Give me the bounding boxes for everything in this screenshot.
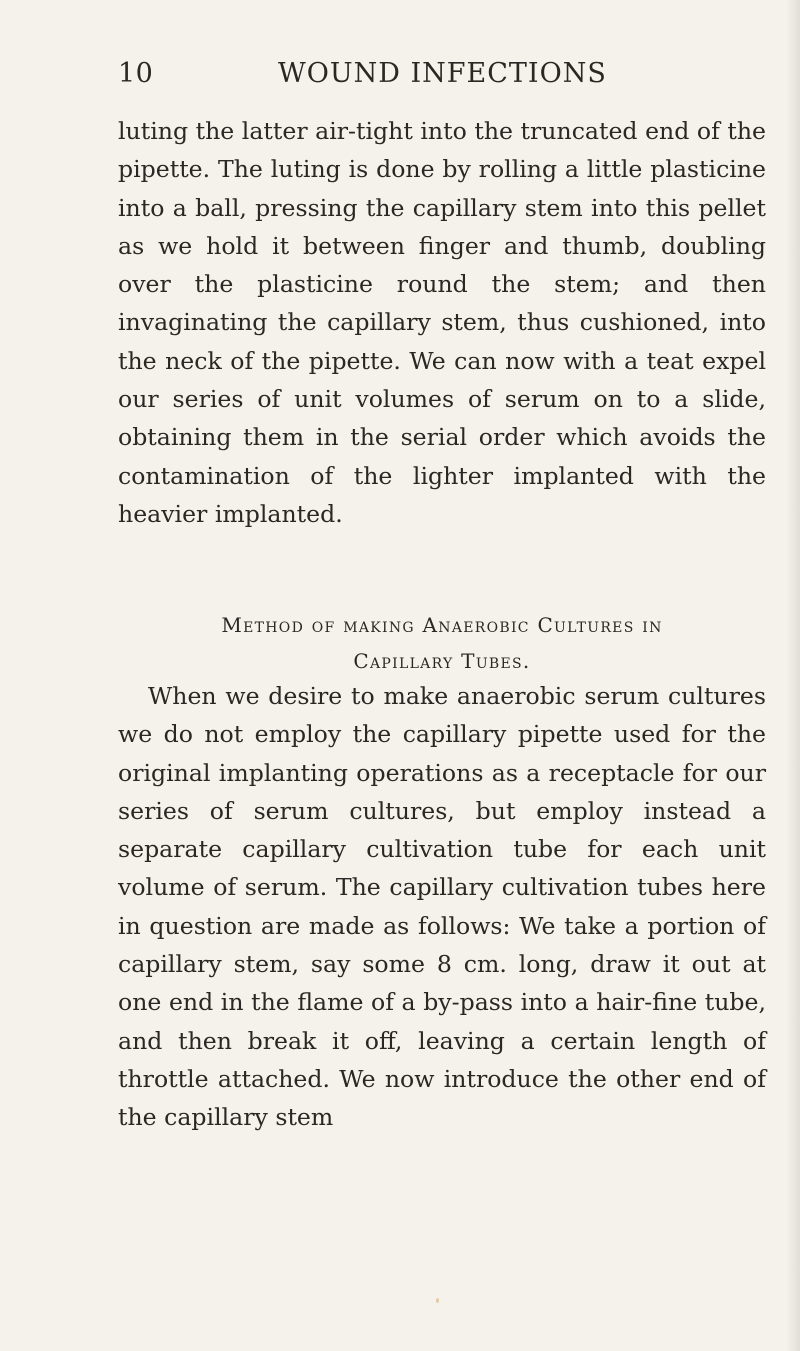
section-heading-line-2: Capillary Tubes. <box>353 649 531 673</box>
paragraph-luting: luting the latter air-tight into the truncated end of the pipette. The luting is done by rolling a little plasticine into a ball, pressing the capillary stem into this pellet as we hold it between finger and thumb, doubling over the plasticine round the stem; and then invaginating the capillary stem, thus cushioned, into the neck of the pipette. We can now with a teat expel our series of unit volumes of serum on to a slide, obtaining them in the serial order which avoids the contamination of the lighter implanted with the heavier implanted. <box>118 117 766 528</box>
section-heading-line-1: Method of making Anaerobic Cultures in <box>221 613 663 637</box>
page-header <box>118 58 768 94</box>
paper-speck <box>436 1298 439 1303</box>
page-number: 10 <box>118 58 154 89</box>
paragraph-anaerobic-cultures: When we desire to make anaerobic serum cultures we do not employ the capillary pipette used for the original implanting operations as a receptacle for our series of serum cultures, but employ instead a separate capillary cultivation tube for each unit volume of serum. The capillary cultivation tubes here in question are made as follows: We take a portion of capillary stem, say some 8 cm. long, draw it out at one end in the flame of a by-pass into a hair-fine tube, and then break it off, leaving a certain length of throttle attached. We now introduce the other end of the capillary stem <box>118 682 766 1132</box>
section-heading <box>118 607 766 679</box>
running-title: WOUND INFECTIONS <box>278 58 607 89</box>
page-edge-shadow <box>786 0 800 1351</box>
